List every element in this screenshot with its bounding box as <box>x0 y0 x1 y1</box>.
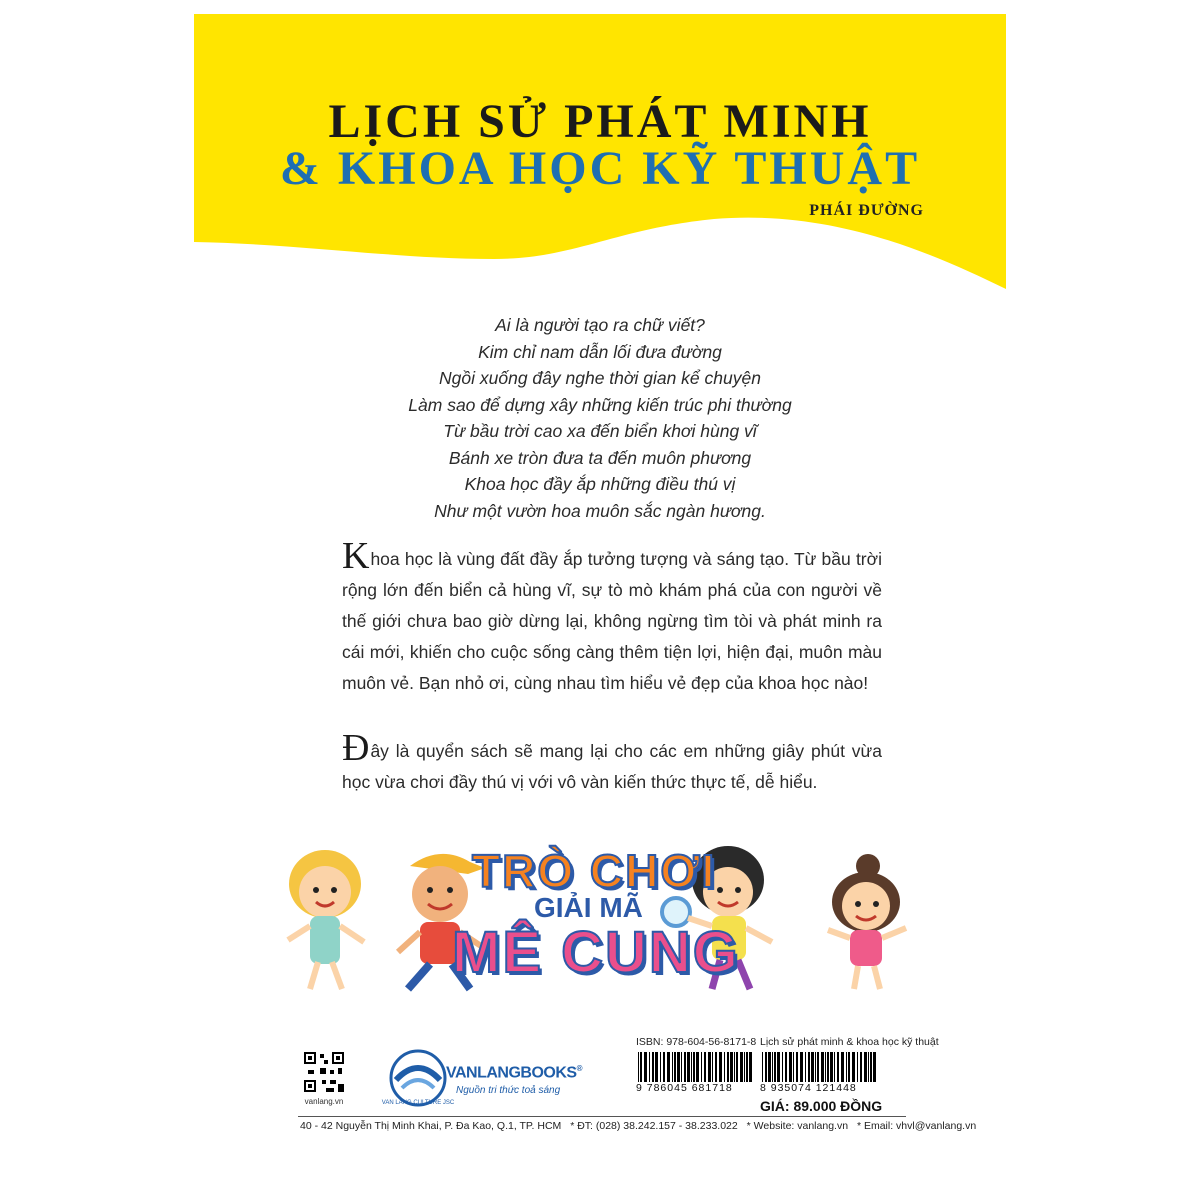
qr-code-icon <box>302 1050 346 1094</box>
email-link[interactable]: * Email: vhvl@vanlang.vn <box>856 1120 977 1132</box>
vanlang-seal-icon <box>381 1042 455 1114</box>
dropcap: K <box>342 535 370 577</box>
description-paragraph-2 <box>342 727 882 798</box>
poem-line: Ai là người tạo ra chữ viết? <box>495 315 705 335</box>
poem-line: Từ bầu trời cao xa đến biển khơi hùng vĩ <box>443 421 757 441</box>
series-title: Lịch sử phát minh & khoa học kỹ thuật <box>760 1036 939 1048</box>
girl-left-illustration <box>288 850 364 989</box>
publisher-slogan: Nguồn tri thức toả sáng <box>456 1085 561 1096</box>
poem-line: Kim chỉ nam dẫn lối đưa đường <box>478 341 722 362</box>
author-name: PHÁI ĐƯỜNG <box>809 202 924 219</box>
poem-line: Ngồi xuống đây nghe thời gian kể chuyện <box>439 368 761 388</box>
series-logo-line2: GIẢI MÃ <box>534 892 643 923</box>
phone: * ĐT: (028) 38.242.157 - 38.233.022 <box>570 1120 738 1132</box>
book-title-line2: & KHOA HỌC KỸ THUẬT <box>279 142 921 195</box>
poem <box>194 312 1006 524</box>
seal-text: VAN LANG CULTURE JSC <box>381 1100 455 1106</box>
poem-line: Bánh xe tròn đưa ta đến muôn phương <box>448 447 752 468</box>
publisher-name-text: VANLANGBOOKS <box>446 1064 577 1082</box>
address: 40 - 42 Nguyễn Thị Minh Khai, P. Đa Kao, Q.1, TP. HCM <box>300 1120 562 1132</box>
dropcap: Đ <box>342 727 370 769</box>
poem-line: Làm sao để dựng xây những kiến trúc phi thường <box>408 394 792 415</box>
poem-line: Như một vườn hoa muôn sắc ngàn hương. <box>434 500 766 521</box>
isbn-barcode <box>636 1052 756 1082</box>
website-link[interactable]: * Website: vanlang.vn <box>746 1120 849 1132</box>
description-paragraph-1 <box>342 535 882 699</box>
paragraph-text: ây là quyển sách sẽ mang lại cho các em những giây phút vừa học vừa chơi đầy thú vị với vô vàn kiến thức thực tế, dễ hiểu. <box>342 741 882 792</box>
paragraph-text: hoa học là vùng đất đầy ắp tưởng tượng và sáng tạo. Từ bầu trời rộng lớn đến biển cả hùng vĩ, sự tò mò khám phá của con người về thế giới chưa bao giờ dừng lại, không ngừng tìm tòi và phát minh ra cái mới, khiến cho cuộc sống càng thêm tiện lợi, hiện đại, muôn màu muôn vẻ. Bạn nhỏ ơi, cùng nhau tìm hiểu vẻ đẹp của khoa học nào! <box>342 549 882 693</box>
qr-label: vanlang.vn <box>304 1097 344 1106</box>
footer-divider <box>298 1116 906 1117</box>
girl-right-illustration <box>828 854 906 989</box>
registered-mark: ® <box>576 1064 582 1073</box>
publisher-name <box>446 1064 582 1082</box>
product-barcode-number: 8 935074 121448 <box>760 1082 857 1094</box>
book-title-line1: LỊCH SỬ PHÁT MINH <box>328 95 872 148</box>
isbn-barcode-number: 9 786045 681718 <box>636 1082 733 1094</box>
book-back-cover <box>194 14 1006 1167</box>
isbn: ISBN: 978-604-56-8171-8 <box>636 1036 757 1048</box>
footer-contact <box>300 1120 982 1132</box>
series-logo-line1: TRÒ CHƠI <box>472 845 717 897</box>
poem-line: Khoa học đầy ắp những điều thú vị <box>464 474 736 494</box>
series-logo-line3: MÊ CUNG <box>452 920 740 985</box>
product-barcode <box>760 1052 880 1082</box>
price: GIÁ: 89.000 ĐỒNG <box>760 1098 883 1114</box>
